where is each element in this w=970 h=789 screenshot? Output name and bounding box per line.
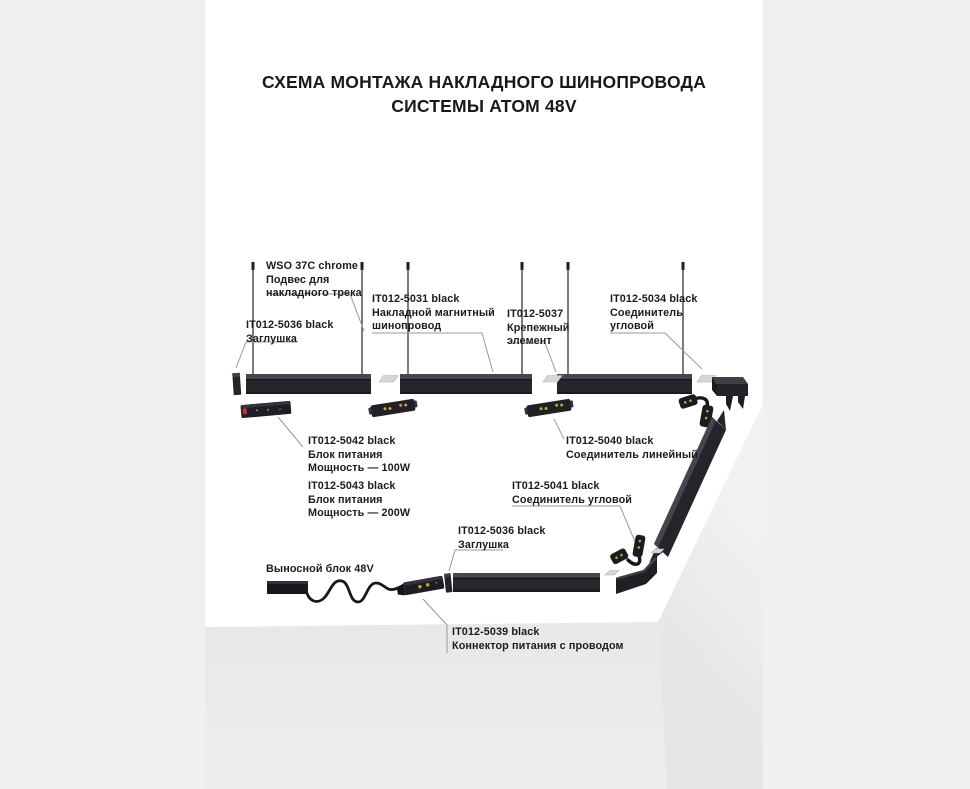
ceiling-track-segment-3 [557, 374, 692, 394]
ceiling-track-segment-2 [400, 374, 532, 394]
label-psu-200w: IT012-5043 black Блок питания Мощность — 200W [308, 480, 411, 519]
corner-connector-flexible-top [678, 393, 714, 427]
mounting-clip [379, 376, 398, 383]
page-title-line-1: СХЕМА МОНТАЖА НАКЛАДНОГО ШИНОПРОВОДА [261, 72, 707, 92]
leader-corner-rigid [610, 333, 702, 369]
label-linear-connector: IT012-5040 black Соединитель линейный [566, 435, 698, 461]
leader-track [372, 333, 493, 372]
label-track: IT012-5031 black Накладной магнитный шинопровод [372, 293, 495, 332]
end-cap-ceiling [232, 373, 241, 395]
power-feed-connector [396, 576, 445, 597]
corner-connector-flexible-bottom [609, 534, 646, 565]
diagram-canvas [205, 0, 763, 789]
label-corner-rigid: IT012-5034 black Соединитель угловой [610, 293, 698, 332]
installation-diagram [205, 0, 763, 789]
corner-connector-rigid [712, 377, 748, 411]
power-supply-unit [240, 401, 291, 418]
leader-lines [236, 294, 702, 653]
label-endcap-bottom: IT012-5036 black Заглушка [458, 525, 546, 551]
remote-driver-block [267, 581, 308, 594]
linear-connector-1 [368, 398, 418, 418]
label-suspension: WSO 37C chrome Подвес для накладного трека [266, 260, 362, 299]
ceiling-track-segment-1 [246, 374, 371, 394]
label-endcap-top: IT012-5036 black Заглушка [246, 319, 334, 345]
label-mount: IT012-5037 Крепежный элемент [507, 308, 570, 347]
page-title [205, 70, 763, 118]
label-corner-flex: IT012-5041 black Соединитель угловой [512, 480, 633, 506]
linear-connector-2 [524, 398, 574, 418]
power-cable [306, 581, 405, 602]
end-cap-floor [444, 573, 452, 593]
label-remote-block: Выносной блок 48V [266, 563, 374, 575]
label-psu-100w: IT012-5042 black Блок питания Мощность — 100W [308, 435, 411, 474]
floor-track [453, 573, 600, 592]
leader-psu [278, 417, 303, 447]
leader-linear [554, 419, 564, 439]
page-title-line-2: СИСТЕМЫ ATOM 48V [391, 96, 577, 116]
label-power-connector: IT012-5039 black Коннектор питания с проводом [452, 626, 624, 652]
leader-endcap-bottom [449, 550, 503, 571]
